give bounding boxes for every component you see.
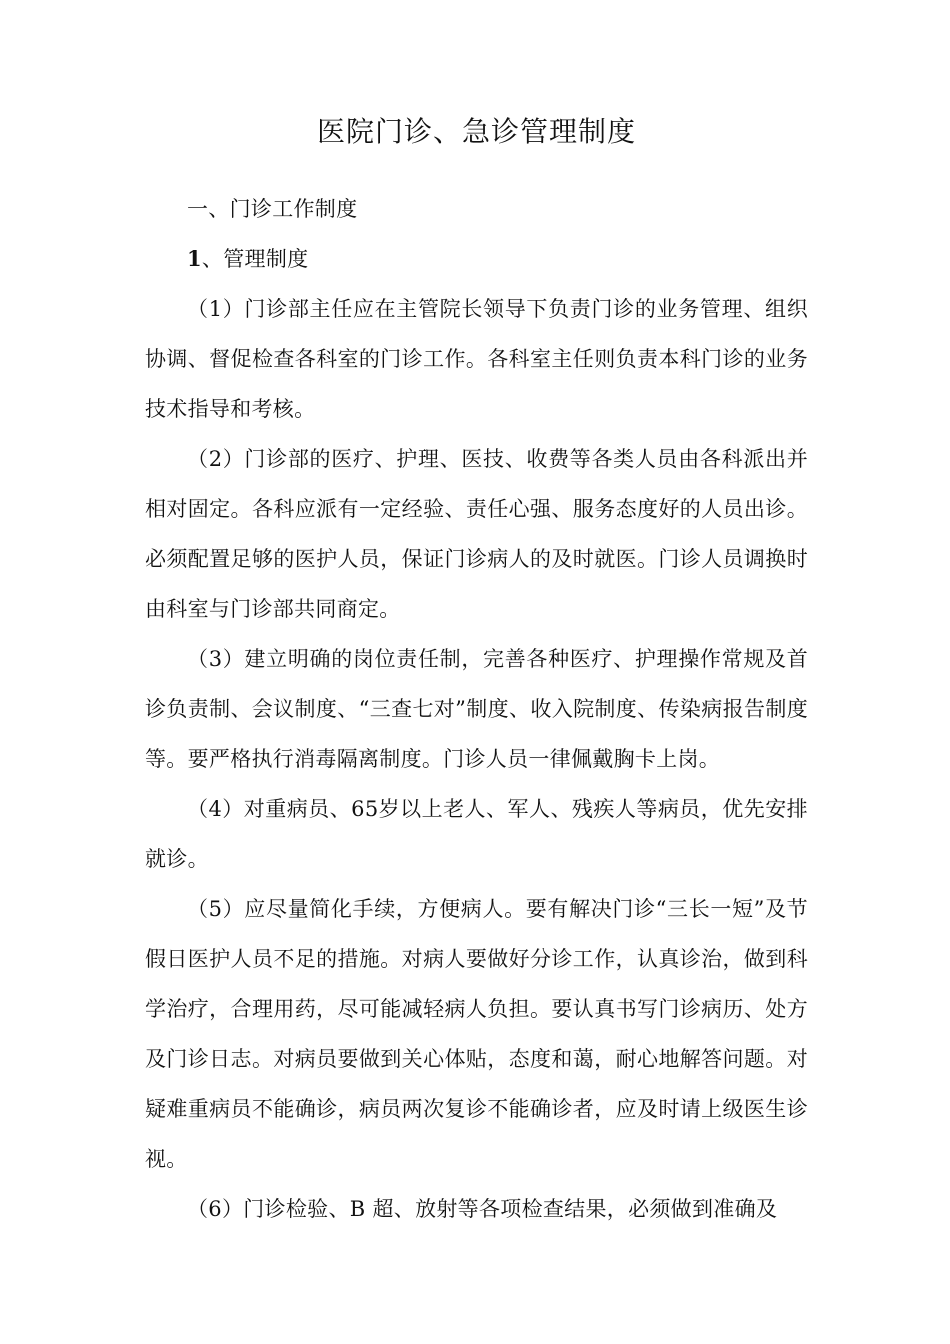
section-heading: 一、门诊工作制度 [187, 197, 358, 221]
subsection-number: 1 [187, 246, 202, 271]
paragraph-5: （5）应尽量简化手续，方便病人。要有解决门诊“三长一短”及节假日医护人员不足的措施。对病人要做好分诊工作，认真诊治，做到科学治疗，合理用药，尽可能减轻病人负担。要认真书写门诊病历、处方及门诊日志。对病员要做到关心体贴，态度和蔼，耐心地解答问题。对疑难重病员不能确诊，病员两次复诊不能确诊者，应及时请上级医生诊视。 [145, 897, 808, 1171]
subsection-heading [145, 234, 808, 284]
document-body [145, 184, 808, 1234]
document-title: 医院门诊、急诊管理制度 [316, 115, 636, 148]
paragraph-1: （1）门诊部主任应在主管院长领导下负责门诊的业务管理、组织协调、督促检查各科室的门诊工作。各科室主任则负责本科门诊的业务技术指导和考核。 [145, 297, 808, 421]
paragraph-6: （6）门诊检验、B 超、放射等各项检查结果，必须做到准确及 [187, 1197, 778, 1221]
paragraph-3: （3）建立明确的岗位责任制，完善各种医疗、护理操作常规及首诊负责制、会议制度、“三查七对”制度、收入院制度、传染病报告制度等。要严格执行消毒隔离制度。门诊人员一律佩戴胸卡上岗。 [145, 647, 808, 771]
paragraph-2: （2）门诊部的医疗、护理、医技、收费等各类人员由各科派出并相对固定。各科应派有一定经验、责任心强、服务态度好的人员出诊。必须配置足够的医护人员，保证门诊病人的及时就医。门诊人员调换时由科室与门诊部共同商定。 [145, 447, 808, 621]
paragraph-4: （4）对重病员、65岁以上老人、军人、残疾人等病员，优先安排就诊。 [145, 797, 808, 871]
subsection-title: 、管理制度 [201, 247, 309, 271]
